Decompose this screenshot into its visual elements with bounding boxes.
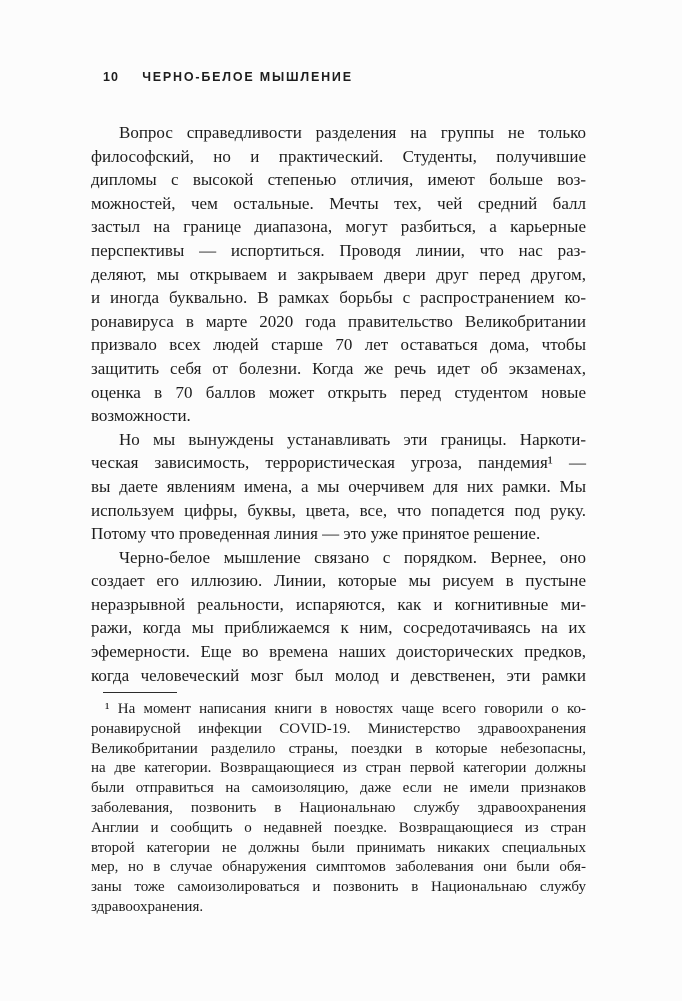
text-line: и иногда буквально. В рамках борьбы с распространением ко- <box>91 288 586 308</box>
text-line: ронавируса в марте 2020 года правительство Великобритании <box>91 311 586 331</box>
paragraph <box>91 428 586 546</box>
text-line: дипломы с высокой степенью отличия, имеют больше воз- <box>91 170 586 190</box>
text-line: ческая зависимость, террористическая угроза, пандемия¹ — <box>91 453 586 473</box>
text-line: Черно-белое мышление связано с порядком. Вернее, оно <box>119 547 586 567</box>
text-line: призвало всех людей старше 70 лет оставаться дома, чтобы <box>91 335 586 355</box>
footnote <box>91 700 586 918</box>
footnote-line: ронавирусной инфекции COVID-19. Министерство здравоохранения <box>91 720 586 737</box>
body-text <box>91 121 586 687</box>
text-line: возможности. <box>91 406 191 426</box>
footnote-line: на две категории. Возвращающиеся из стран первой категории должны <box>91 760 586 777</box>
text-line: защитить себя от болезни. Когда же речь идет об экзаменах, <box>91 358 586 378</box>
running-header <box>103 70 353 84</box>
footnote-line: ¹ На момент написания книги в новостях чаще всего говорили о ко- <box>105 701 586 717</box>
paragraph <box>91 121 586 428</box>
page-number: 10 <box>103 70 119 84</box>
text-line: Но мы вынуждены устанавливать эти границы. Наркоти- <box>119 429 586 449</box>
footnote-line: мер, но в случае обнаружения симптомов заболевания они были обя- <box>91 859 586 876</box>
footnote-line: заболевания, позвонить в Национальнаю службу здравоохранения <box>91 799 586 816</box>
text-line: перспективы — испортиться. Проводя линии, что нас раз- <box>91 240 586 260</box>
text-line: когда человеческий мозг был молод и девственен, эти рамки <box>91 665 586 685</box>
text-line: Потому что проведенная линия — это уже принятое решение. <box>91 524 541 544</box>
text-line: неразрывной реальности, испаряются, как и когнитивные ми- <box>91 594 586 614</box>
footnote-line: заны тоже самоизолироваться и позвонить в Национальнаю службу <box>91 879 586 896</box>
text-line: Вопрос справедливости разделения на группы не только <box>119 123 586 142</box>
paragraph <box>91 546 586 688</box>
text-line: можностей, чем остальные. Мечты тех, чей средний балл <box>91 193 586 213</box>
footnote-line: здравоохранения. <box>91 898 204 915</box>
text-line: философский, но и практический. Студенты, получившие <box>91 146 586 166</box>
running-title: ЧЕРНО-БЕЛОЕ МЫШЛЕНИЕ <box>142 70 353 84</box>
text-line: ражи, когда мы приближаемся к ним, сосредотачиваясь на их <box>91 618 586 638</box>
footnote-line: были отправиться на самоизоляцию, даже если не имели признаков <box>91 780 586 797</box>
text-line: создает его иллюзию. Линии, которые мы рисуем в пустыне <box>91 571 586 591</box>
text-line: вы даете явлениям имена, а мы очерчивем для них рамки. Мы <box>91 476 586 496</box>
text-line: используем цифры, буквы, цвета, все, что попадется под руку. <box>91 500 586 520</box>
text-line: эфемерности. Еще во времена наших доисторических предков, <box>91 642 586 662</box>
footnote-line: Англии и сообщить о недавней поездке. Возвращающиеся из стран <box>91 819 586 836</box>
text-line: оценка в 70 баллов может открыть перед студентом новые <box>91 382 586 402</box>
footnote-line: второй категории не должны были принимать никаких специальных <box>91 839 586 856</box>
footnote-line: Великобритании разделило страны, поездки в которые небезопасны, <box>91 740 586 757</box>
text-line: застыл на границе диапазона, могут разбиться, а карьерные <box>91 217 586 237</box>
footnote-separator <box>103 692 177 693</box>
text-line: деляют, мы открываем и закрываем двери друг перед другом, <box>91 264 586 284</box>
